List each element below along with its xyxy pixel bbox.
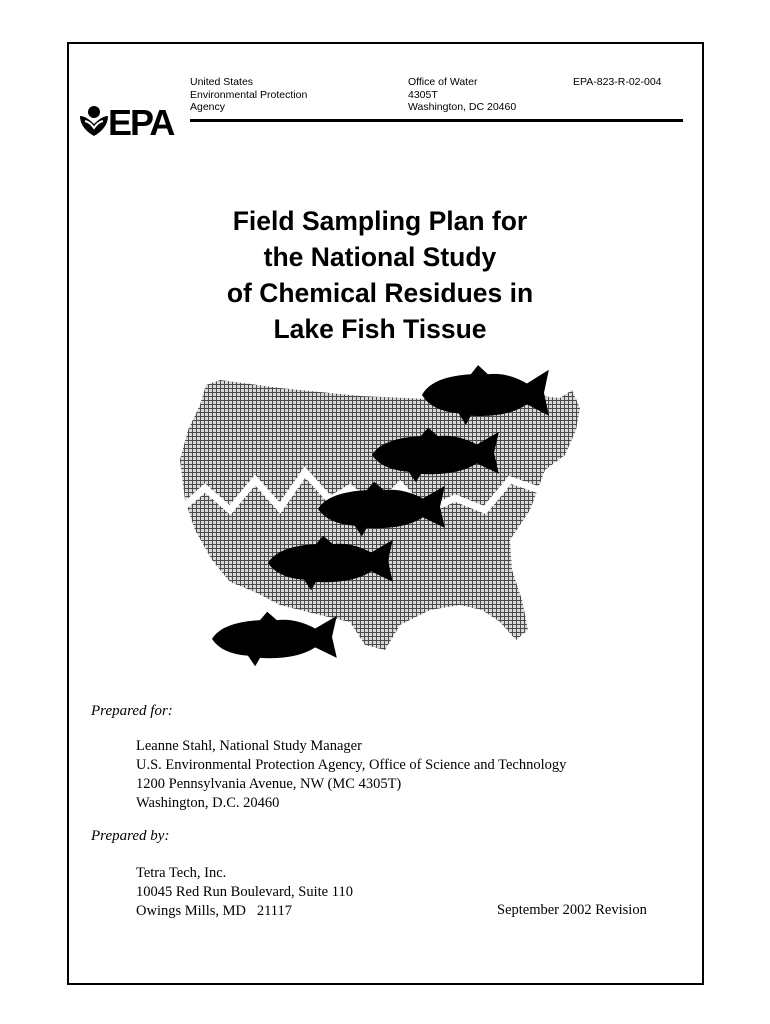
office-line: Washington, DC 20460: [408, 101, 517, 113]
office-address: [408, 76, 516, 114]
prepared-by-address: [136, 864, 353, 921]
office-line: Office of Water: [408, 76, 478, 88]
title-line: the National Study: [263, 242, 497, 272]
prepared-for-address: [136, 737, 566, 813]
epa-logo: [80, 102, 186, 138]
prepared-for-line: 1200 Pennsylvania Avenue, NW (MC 4305T): [136, 776, 402, 792]
agency-line: Agency: [190, 101, 226, 113]
header-rule: [190, 119, 683, 122]
fish-silhouette: [212, 612, 337, 667]
prepared-for-line: Leanne Stahl, National Study Manager: [136, 738, 362, 754]
prepared-by-label: Prepared by:: [91, 828, 170, 844]
prepared-for-line: U.S. Environmental Protection Agency, Office of Science and Technology: [136, 757, 567, 773]
cover-illustration: [160, 360, 600, 700]
revision-date: September 2002 Revision: [497, 902, 647, 918]
prepared-by-line: Owings Mills, MD 21117: [136, 903, 293, 919]
title-line: Lake Fish Tissue: [273, 314, 487, 344]
title-line: of Chemical Residues in: [226, 278, 534, 308]
agency-line: United States: [190, 76, 254, 88]
epa-flower-icon: [80, 106, 108, 136]
document-title: [160, 203, 600, 347]
agency-line: Environmental Protection: [190, 88, 308, 101]
agency-name: [190, 76, 307, 114]
title-line: Field Sampling Plan for: [232, 206, 528, 236]
prepared-by-line: 10045 Red Run Boulevard, Suite 110: [136, 884, 353, 900]
prepared-by-line: Tetra Tech, Inc.: [136, 865, 227, 881]
prepared-for-line: Washington, D.C. 20460: [136, 795, 280, 811]
epa-logo-text: EPA: [108, 102, 174, 138]
office-line: 4305T: [408, 88, 438, 101]
prepared-for-label: Prepared for:: [91, 703, 173, 719]
report-number: EPA-823-R-02-004: [573, 76, 662, 88]
